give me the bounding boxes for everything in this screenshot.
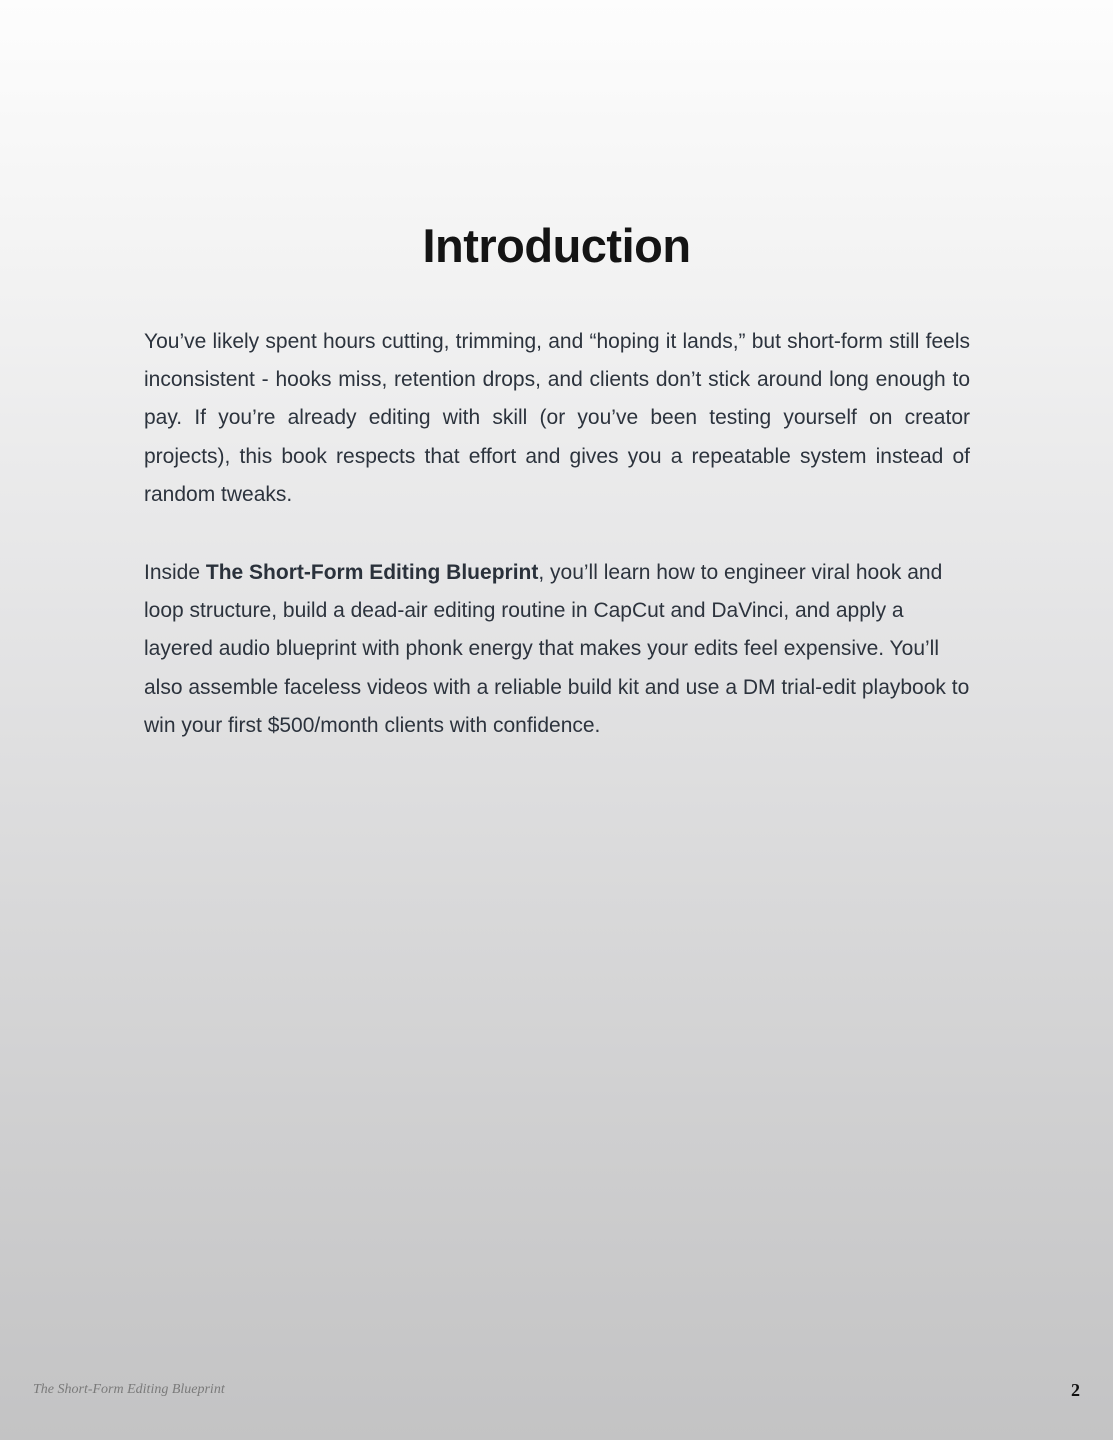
footer-running-title: The Short-Form Editing Blueprint [33, 1382, 225, 1397]
page-number: 2 [1071, 1380, 1080, 1400]
paragraph-2-rest: , you’ll learn how to engineer viral hook and loop structure, build a dead-air editing routine in CapCut and DaVinci, and apply a layered audio blueprint with phonk energy that makes your edits feel expensive. You’ll also assemble faceless videos with a reliable build kit and use a DM trial-edit playbook to win your first $500/month clients with confidence. [144, 561, 970, 737]
page-title: Introduction [422, 219, 691, 272]
paragraph-2-lead: Inside [144, 561, 206, 584]
intro-paragraph-2 [144, 554, 970, 745]
book-title-bold: The Short-Form Editing Blueprint [205, 561, 539, 584]
intro-paragraph-1: You’ve likely spent hours cutting, trimming, and “hoping it lands,” but short-form still feels inconsistent - hooks miss, retention drops, and clients don’t stick around long enough to pay. If you’re already editing with skill (or you’ve been testing yourself on creator projects), this book respects that effort and gives you a repeatable system instead of random tweaks. [144, 330, 970, 506]
